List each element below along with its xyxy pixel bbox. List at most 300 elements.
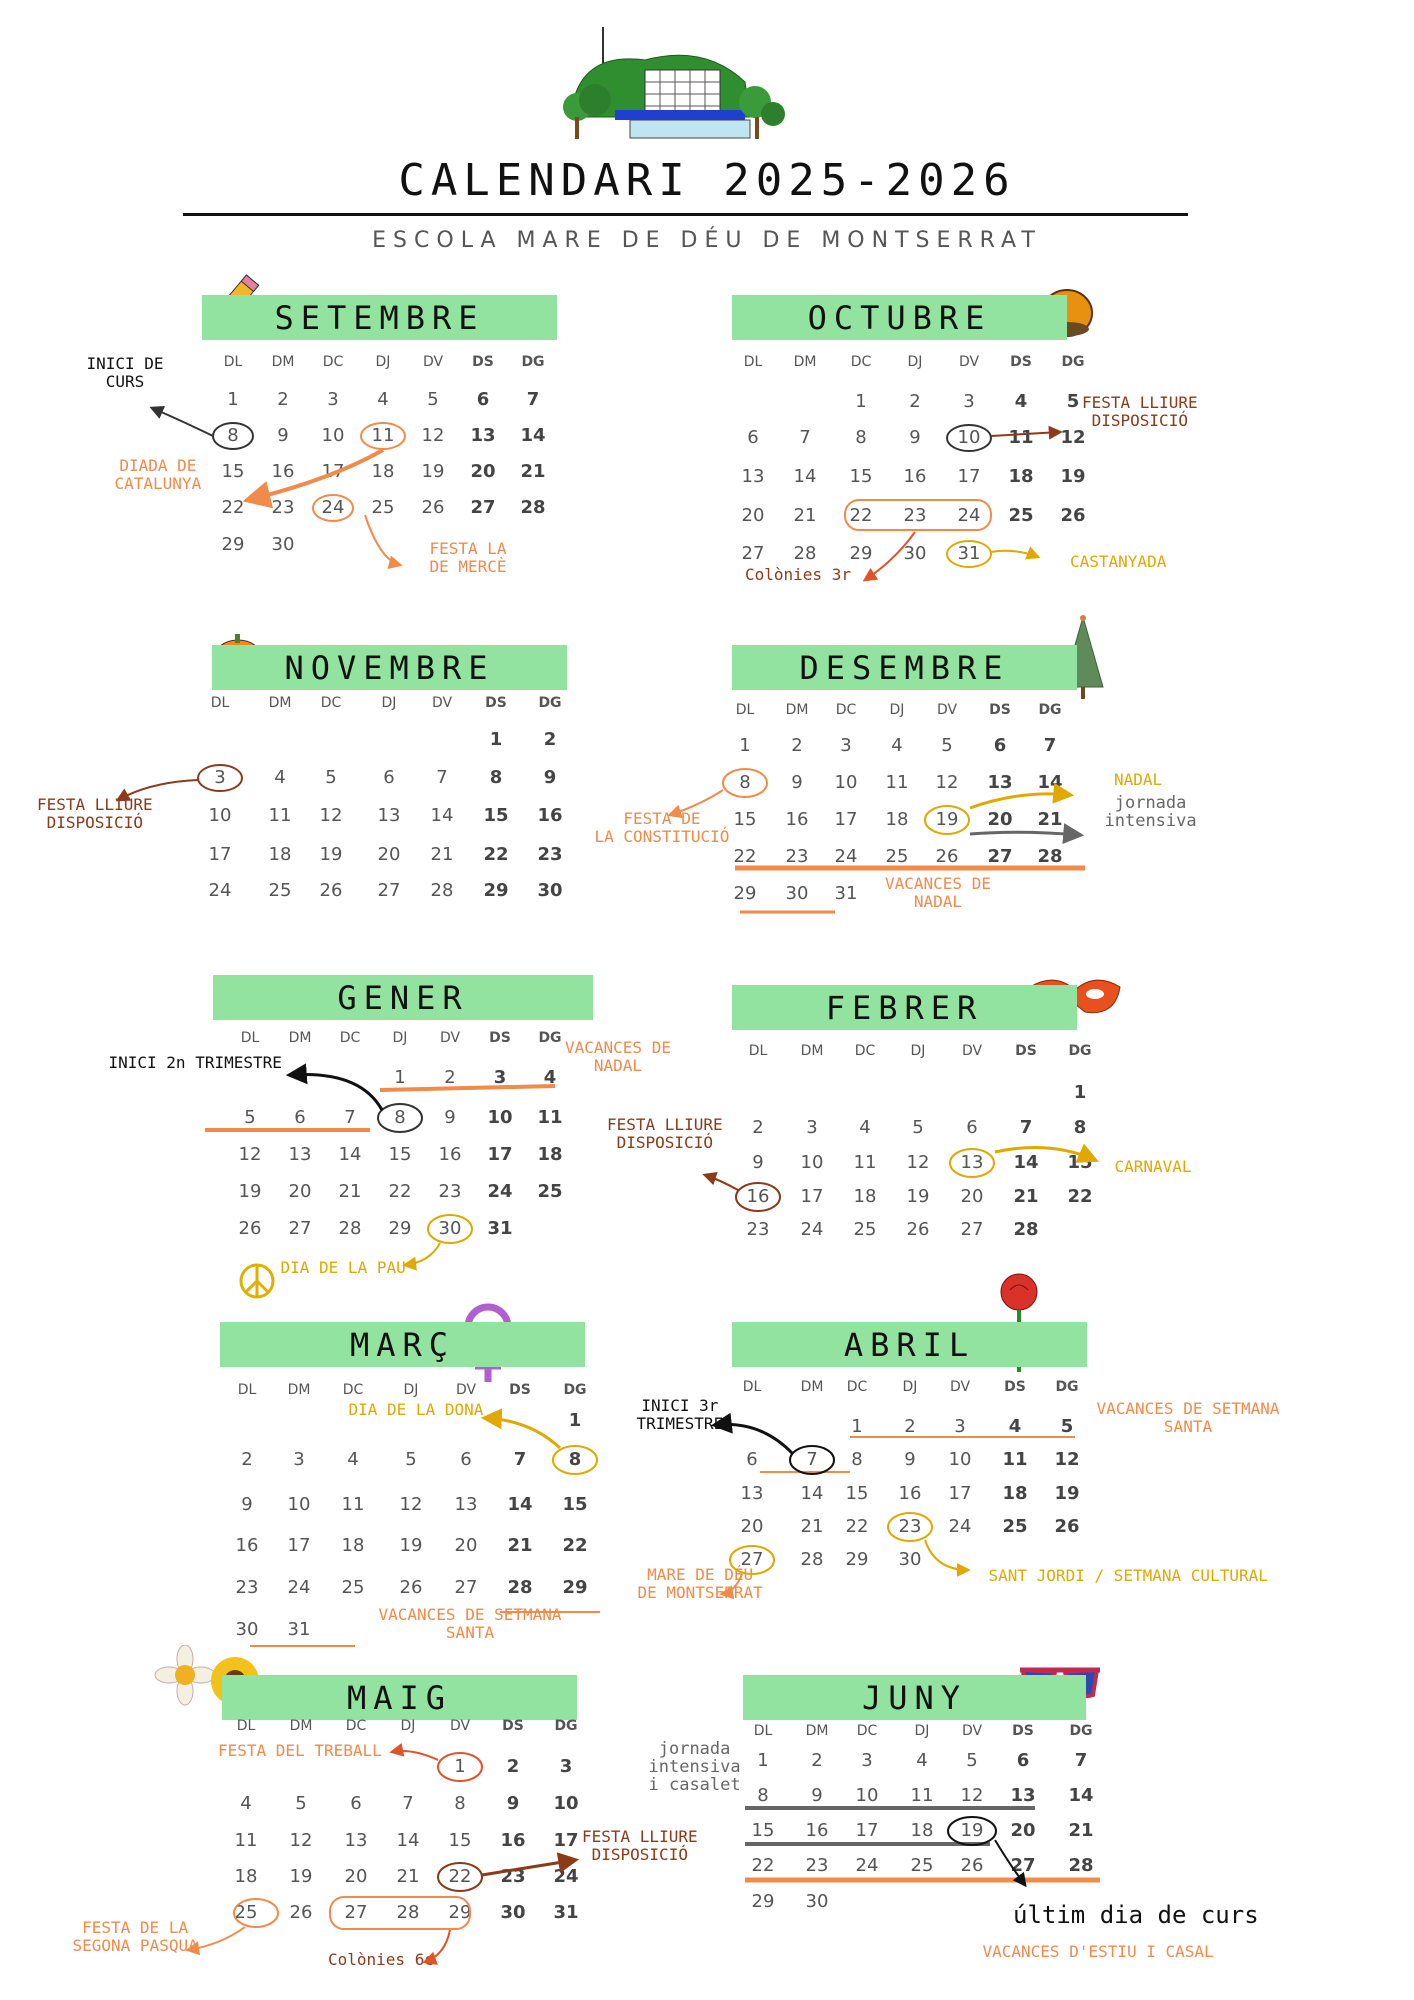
calendar-note: INICI 2n TRIMESTRE	[108, 1053, 282, 1072]
calendar-day: 15	[751, 1820, 775, 1841]
calendar-day: 28	[1037, 846, 1063, 867]
calendar-day: 26	[319, 880, 343, 901]
calendar-day: 13	[740, 1483, 764, 1504]
calendar-day: 18	[885, 809, 909, 830]
calendar-day: 26	[1054, 1516, 1080, 1537]
calendar-day: 21	[520, 461, 546, 482]
calendar-day: 7	[806, 1449, 818, 1470]
calendar-day: 28	[1068, 1855, 1094, 1876]
calendar-day: 2	[277, 389, 289, 410]
calendar-day: 8	[489, 767, 503, 788]
calendar-note: Colònies 3r	[745, 565, 851, 584]
calendar-day: 3	[293, 1449, 305, 1470]
calendar-day: 3	[861, 1750, 873, 1771]
calendar-day: 17	[800, 1186, 824, 1207]
calendar-day: 4	[377, 389, 389, 410]
weekday-header: DG	[1061, 354, 1085, 370]
calendar-note: MARE DE DÉU DE MONTSERRAT	[637, 1565, 763, 1602]
calendar-day: 26	[906, 1219, 930, 1240]
weekday-header: DL	[735, 702, 755, 718]
calendar-day: 1	[489, 729, 503, 750]
calendar-day: 7	[402, 1793, 414, 1814]
calendar-note: VACANCES DE NADAL	[885, 874, 991, 911]
calendar-day: 14	[1013, 1152, 1039, 1173]
calendar-day: 24	[553, 1866, 579, 1887]
calendar-day: 9	[791, 772, 803, 793]
weekday-header: DG	[1038, 702, 1062, 718]
weekday-header: DM	[289, 1718, 313, 1734]
calendar-day: 7	[1043, 735, 1057, 756]
calendar-day: 20	[740, 1516, 764, 1537]
calendar-day: 8	[851, 1449, 863, 1470]
calendar-day: 16	[785, 809, 809, 830]
calendar-note: Colònies 6e	[328, 1950, 434, 1969]
calendar-day: 6	[747, 427, 759, 448]
weekday-header: DC	[846, 1379, 868, 1395]
calendar-day: 8	[855, 427, 867, 448]
calendar-day: 8	[757, 1785, 769, 1806]
calendar-note: DIA DE LA PAU	[280, 1258, 406, 1277]
weekday-header: DJ	[910, 1043, 926, 1059]
calendar-day: 24	[287, 1577, 311, 1598]
calendar-day: 3	[559, 1756, 573, 1777]
weekday-header: DV	[958, 354, 980, 370]
calendar-day: 22	[388, 1181, 412, 1202]
calendar-day: 22	[1067, 1186, 1093, 1207]
calendar-day: 25	[537, 1181, 563, 1202]
weekday-header: DL	[223, 354, 243, 370]
weekday-header: DV	[422, 354, 444, 370]
calendar-day: 28	[396, 1902, 420, 1923]
calendar-day: 20	[960, 1186, 984, 1207]
calendar-day: 25	[910, 1855, 934, 1876]
calendar-day: 1	[855, 391, 867, 412]
calendar-day: 19	[238, 1181, 262, 1202]
calendar-day: 28	[507, 1577, 533, 1598]
calendar-day: 29	[751, 1891, 775, 1912]
calendar-day: 30	[271, 534, 295, 555]
calendar-day: 12	[935, 772, 959, 793]
weekday-header: DG	[554, 1718, 578, 1734]
calendar-day: 13	[987, 772, 1013, 793]
weekday-header: DS	[1012, 1723, 1034, 1739]
calendar-day: 28	[520, 497, 546, 518]
weekday-header: DS	[1004, 1379, 1026, 1395]
weekday-header: DV	[439, 1030, 461, 1046]
weekday-header: DL	[753, 1723, 773, 1739]
calendar-day: 9	[506, 1793, 520, 1814]
calendar-day: 20	[1010, 1820, 1036, 1841]
calendar-day: 2	[904, 1416, 916, 1437]
calendar-day: 7	[1074, 1750, 1088, 1771]
weekday-header: DC	[320, 695, 342, 711]
weekday-header: DJ	[889, 702, 905, 718]
calendar-day: 10	[208, 805, 232, 826]
calendar-day: 5	[325, 767, 337, 788]
weekday-header: DL	[237, 1382, 257, 1398]
calendar-day: 11	[341, 1494, 365, 1515]
calendar-day: 3	[327, 389, 339, 410]
calendar-day: 10	[957, 427, 981, 448]
calendar-day: 7	[436, 767, 448, 788]
calendar-day: 9	[811, 1785, 823, 1806]
calendar-day: 19	[935, 809, 959, 830]
calendar-day: 27	[960, 1219, 984, 1240]
weekday-header: DJ	[403, 1382, 419, 1398]
calendar-day: 10	[800, 1152, 824, 1173]
weekday-header: DM	[793, 354, 817, 370]
calendar-day: 28	[793, 543, 817, 564]
weekday-header: DG	[538, 695, 562, 711]
month-title-0: SETEMBRE	[202, 295, 557, 340]
calendar-day: 26	[960, 1855, 984, 1876]
calendar-day: 9	[241, 1494, 253, 1515]
calendar-day: 15	[849, 466, 873, 487]
calendar-day: 11	[910, 1785, 934, 1806]
calendar-day: 23	[438, 1181, 462, 1202]
calendar-day: 27	[1010, 1855, 1036, 1876]
calendar-day: 14	[396, 1830, 420, 1851]
calendar-day: 29	[733, 883, 757, 904]
month-title-2: NOVEMBRE	[212, 645, 567, 690]
calendar-day: 2	[909, 391, 921, 412]
calendar-day: 9	[909, 427, 921, 448]
calendar-day: 20	[470, 461, 496, 482]
calendar-day: 5	[295, 1793, 307, 1814]
calendar-day: 21	[396, 1866, 420, 1887]
calendar-day: 19	[399, 1535, 423, 1556]
calendar-day: 4	[1008, 1416, 1022, 1437]
calendar-day: 19	[960, 1820, 984, 1841]
weekday-header: DL	[240, 1030, 260, 1046]
calendar-day: 26	[421, 497, 445, 518]
calendar-day: 13	[960, 1152, 984, 1173]
calendar-day: 1	[394, 1067, 406, 1088]
calendar-day: 16	[898, 1483, 922, 1504]
calendar-day: 5	[941, 735, 953, 756]
calendar-day: 3	[806, 1117, 818, 1138]
calendar-day: 16	[537, 805, 563, 826]
calendar-day: 4	[1014, 391, 1028, 412]
calendar-day: 6	[746, 1449, 758, 1470]
weekday-header: DM	[288, 1030, 312, 1046]
calendar-day: 3	[954, 1416, 966, 1437]
calendar-day: 23	[903, 505, 927, 526]
calendar-day: 23	[805, 1855, 829, 1876]
calendar-day: 4	[891, 735, 903, 756]
calendar-day: 28	[800, 1549, 824, 1570]
calendar-day: 10	[834, 772, 858, 793]
weekday-header: DJ	[392, 1030, 408, 1046]
calendar-day: 7	[1019, 1117, 1033, 1138]
calendar-day: 17	[553, 1830, 579, 1851]
calendar-day: 24	[321, 497, 345, 518]
calendar-day: 22	[751, 1855, 775, 1876]
calendar-day: 17	[957, 466, 981, 487]
calendar-note: DIA DE LA DONA	[348, 1400, 484, 1419]
weekday-header: DV	[961, 1723, 983, 1739]
calendar-note: CARNAVAL	[1114, 1157, 1192, 1176]
month-title-1: OCTUBRE	[732, 295, 1067, 340]
calendar-day: 11	[537, 1107, 563, 1128]
weekday-header: DJ	[381, 695, 397, 711]
calendar-day: 7	[526, 389, 540, 410]
calendar-day: 27	[740, 1549, 764, 1570]
calendar-note: FESTA DE LA CONSTITUCIÓ	[594, 809, 730, 846]
calendar-day: 27	[344, 1902, 368, 1923]
calendar-day: 5	[405, 1449, 417, 1470]
calendar-day: 23	[500, 1866, 526, 1887]
calendar-day: 18	[268, 844, 292, 865]
calendar-day: 2	[543, 729, 557, 750]
calendar-day: 17	[834, 809, 858, 830]
calendar-day: 11	[853, 1152, 877, 1173]
calendar-day: 28	[430, 880, 454, 901]
weekday-header: DS	[485, 695, 507, 711]
calendar-day: 28	[338, 1218, 362, 1239]
calendar-day: 14	[793, 466, 817, 487]
calendar-day: 13	[1010, 1785, 1036, 1806]
calendar-day: 7	[344, 1107, 356, 1128]
month-title-4: GENER	[213, 975, 593, 1020]
calendar-day: 5	[244, 1107, 256, 1128]
calendar-day: 6	[383, 767, 395, 788]
weekday-header: DM	[800, 1043, 824, 1059]
calendar-day: 30	[898, 1549, 922, 1570]
calendar-day: 17	[855, 1820, 879, 1841]
calendar-day: 18	[853, 1186, 877, 1207]
calendar-day: 22	[845, 1516, 869, 1537]
calendar-day: 10	[553, 1793, 579, 1814]
weekday-header: DC	[339, 1030, 361, 1046]
calendar-day: 4	[859, 1117, 871, 1138]
calendar-day: 23	[785, 846, 809, 867]
calendar-day: 22	[849, 505, 873, 526]
calendar-day: 1	[568, 1410, 582, 1431]
calendar-day: 9	[277, 425, 289, 446]
calendar-note: jornada intensiva	[1104, 793, 1197, 831]
weekday-header: DC	[856, 1723, 878, 1739]
calendar-day: 24	[948, 1516, 972, 1537]
weekday-header: DG	[563, 1382, 587, 1398]
weekday-header: DG	[1069, 1723, 1093, 1739]
calendar-day: 18	[371, 461, 395, 482]
weekday-header: DL	[743, 354, 763, 370]
calendar-day: 13	[288, 1144, 312, 1165]
calendar-day: 22	[448, 1866, 472, 1887]
calendar-day: 12	[289, 1830, 313, 1851]
weekday-header: DM	[800, 1379, 824, 1395]
calendar-day: 21	[1037, 809, 1063, 830]
calendar-note: SANT JORDI / SETMANA CULTURAL	[988, 1566, 1268, 1585]
calendar-day: 8	[227, 425, 239, 446]
calendar-day: 11	[268, 805, 292, 826]
calendar-note: FESTA LLIURE DISPOSICIÓ	[1082, 393, 1198, 430]
calendar-day: 22	[221, 497, 245, 518]
calendar-day: 6	[993, 735, 1007, 756]
calendar-day: 27	[377, 880, 401, 901]
calendar-day: 14	[1068, 1785, 1094, 1806]
calendar-day: 22	[483, 844, 509, 865]
calendar-day: 29	[388, 1218, 412, 1239]
calendar-day: 26	[238, 1218, 262, 1239]
calendar-day: 15	[1067, 1152, 1093, 1173]
calendar-day: 9	[752, 1152, 764, 1173]
calendar-note: VACANCES D'ESTIU I CASAL	[982, 1942, 1214, 1961]
calendar-note: DIADA DE CATALUNYA	[114, 456, 202, 493]
weekday-header: DS	[489, 1030, 511, 1046]
calendar-day: 28	[1013, 1219, 1039, 1240]
calendar-day: 24	[855, 1855, 879, 1876]
weekday-header: DM	[271, 354, 295, 370]
calendar-day: 12	[421, 425, 445, 446]
weekday-header: DL	[742, 1379, 762, 1395]
calendar-day: 20	[741, 505, 765, 526]
calendar-day: 8	[739, 772, 751, 793]
calendar-day: 1	[757, 1750, 769, 1771]
calendar-note: CASTANYADA	[1070, 552, 1167, 571]
weekday-header: DJ	[907, 354, 923, 370]
calendar-day: 5	[1060, 1416, 1074, 1437]
calendar-day: 1	[851, 1416, 863, 1437]
calendar-day: 2	[444, 1067, 456, 1088]
calendar-day: 27	[741, 543, 765, 564]
calendar-day: 8	[394, 1107, 406, 1128]
calendar-note: últim dia de curs	[1013, 1901, 1259, 1929]
weekday-header: DV	[455, 1382, 477, 1398]
calendar-day: 25	[234, 1902, 258, 1923]
calendar-day: 15	[733, 809, 757, 830]
weekday-header: DC	[342, 1382, 364, 1398]
page-title: CALENDARI 2025-2026	[398, 155, 1016, 206]
weekday-header: DJ	[400, 1718, 416, 1734]
calendar-day: 25	[853, 1219, 877, 1240]
calendar-day: 30	[500, 1902, 526, 1923]
calendar-day: 6	[294, 1107, 306, 1128]
calendar-day: 12	[1054, 1449, 1080, 1470]
calendar-note: FESTA LLIURE DISPOSICIÓ	[37, 795, 153, 832]
calendar-day: 21	[1068, 1820, 1094, 1841]
weekday-header: DS	[1015, 1043, 1037, 1059]
calendar-day: 7	[799, 427, 811, 448]
weekday-header: DL	[236, 1718, 256, 1734]
calendar-day: 21	[430, 844, 454, 865]
calendar-day: 24	[800, 1219, 824, 1240]
calendar-day: 29	[483, 880, 509, 901]
weekday-header: DV	[449, 1718, 471, 1734]
calendar-day: 21	[793, 505, 817, 526]
weekday-header: DS	[502, 1718, 524, 1734]
calendar-day: 21	[338, 1181, 362, 1202]
calendar-day: 29	[562, 1577, 588, 1598]
calendar-day: 31	[834, 883, 858, 904]
month-title-7: ABRIL	[732, 1322, 1087, 1367]
calendar-day: 30	[235, 1619, 259, 1640]
calendar-day: 26	[289, 1902, 313, 1923]
calendar-day: 23	[271, 497, 295, 518]
calendar-day: 21	[1013, 1186, 1039, 1207]
calendar-day: 11	[1008, 427, 1034, 448]
weekday-header: DM	[287, 1382, 311, 1398]
calendar-day: 3	[963, 391, 975, 412]
calendar-day: 26	[399, 1577, 423, 1598]
calendar-day: 13	[470, 425, 496, 446]
calendar-day: 13	[454, 1494, 478, 1515]
calendar-day: 8	[568, 1449, 582, 1470]
calendar-day: 20	[288, 1181, 312, 1202]
calendar-day: 14	[520, 425, 546, 446]
weekday-header: DV	[949, 1379, 971, 1395]
calendar-day: 25	[1002, 1516, 1028, 1537]
calendar-day: 20	[987, 809, 1013, 830]
calendar-day: 4	[543, 1067, 557, 1088]
calendar-day: 21	[507, 1535, 533, 1556]
calendar-day: 14	[338, 1144, 362, 1165]
calendar-day: 17	[321, 461, 345, 482]
calendar-day: 18	[1002, 1483, 1028, 1504]
calendar-day: 2	[506, 1756, 520, 1777]
calendar-day: 15	[448, 1830, 472, 1851]
calendar-day: 16	[438, 1144, 462, 1165]
calendar-day: 15	[221, 461, 245, 482]
calendar-note: jornada intensiva i casalet	[648, 1739, 741, 1795]
calendar-day: 9	[904, 1449, 916, 1470]
calendar-day: 4	[347, 1449, 359, 1470]
calendar-day: 18	[537, 1144, 563, 1165]
calendar-day: 30	[438, 1218, 462, 1239]
calendar-day: 12	[399, 1494, 423, 1515]
calendar-note: INICI DE CURS	[86, 354, 164, 391]
calendar-day: 24	[834, 846, 858, 867]
calendar-day: 2	[811, 1750, 823, 1771]
weekday-header: DG	[1068, 1043, 1092, 1059]
calendar-day: 20	[377, 844, 401, 865]
calendar-day: 15	[388, 1144, 412, 1165]
calendar-day: 31	[287, 1619, 311, 1640]
calendar-day: 25	[341, 1577, 365, 1598]
calendar-day: 12	[319, 805, 343, 826]
calendar-day: 1	[739, 735, 751, 756]
calendar-day: 17	[487, 1144, 513, 1165]
calendar-day: 1	[454, 1756, 466, 1777]
calendar-day: 13	[377, 805, 401, 826]
weekday-header: DC	[322, 354, 344, 370]
calendar-day: 11	[1002, 1449, 1028, 1470]
calendar-day: 16	[500, 1830, 526, 1851]
month-title-9: JUNY	[743, 1675, 1086, 1720]
calendar-day: 22	[562, 1535, 588, 1556]
weekday-header: DM	[268, 695, 292, 711]
calendar-day: 4	[274, 767, 286, 788]
calendar-day: 17	[208, 844, 232, 865]
weekday-header: DS	[1010, 354, 1032, 370]
weekday-header: DM	[785, 702, 809, 718]
calendar-day: 3	[493, 1067, 507, 1088]
calendar-day: 2	[752, 1117, 764, 1138]
calendar-note: VACANCES DE SETMANA SANTA	[378, 1605, 562, 1642]
calendar-day: 24	[487, 1181, 513, 1202]
calendar-day: 15	[562, 1494, 588, 1515]
weekday-header: DJ	[914, 1723, 930, 1739]
calendar-day: 10	[321, 425, 345, 446]
calendar-day: 22	[733, 846, 757, 867]
weekday-header: DM	[805, 1723, 829, 1739]
calendar-day: 13	[741, 466, 765, 487]
calendar-day: 5	[1066, 391, 1080, 412]
calendar-day: 10	[855, 1785, 879, 1806]
weekday-header: DL	[210, 695, 230, 711]
calendar-day: 12	[238, 1144, 262, 1165]
